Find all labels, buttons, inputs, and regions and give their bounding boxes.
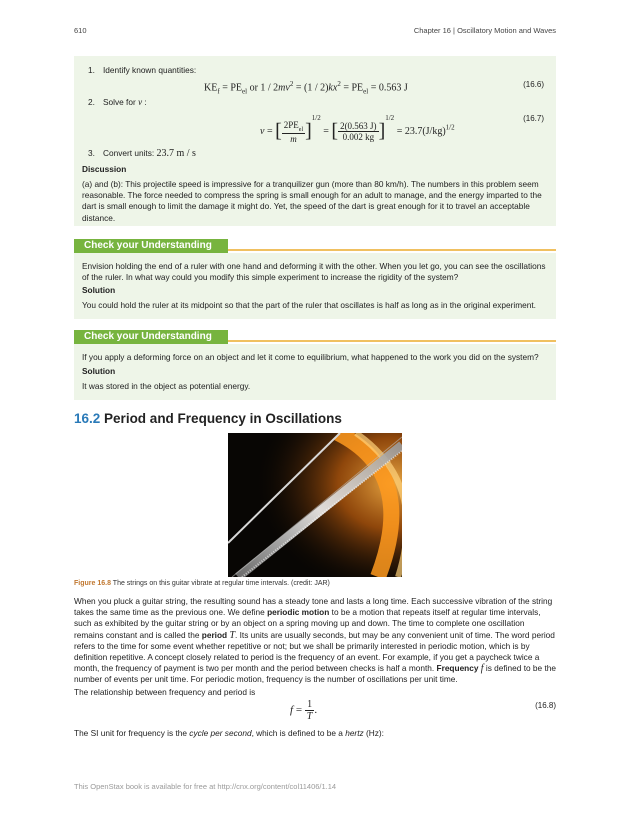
term-frequency: Frequency bbox=[436, 663, 479, 674]
equation-number-16-8: (16.8) bbox=[535, 701, 556, 710]
eq-ke: KE bbox=[204, 82, 218, 94]
p1-text-a: When you pluck a guitar string, the resulting sound has a steady tone and lasts a long time. Each successive vibration of the string takes the same time as the previous one. We define bbox=[74, 596, 553, 618]
equation-16-7: v = [ $\frac{2PE_{el}}{m}$ ]$^{1/2}$ = [ $\frac{2(0.563 J)}{0.002 kg}$ ]$^{1/2} = 23.7(J/kg)^{1/2}$ bbox=[260, 114, 455, 144]
cyu-1-question: Envision holding the end of a ruler with one hand and deforming it with the other. When you let go, you can see the oscillations of the ruler. In what way could you modify this simple experiment to increase the rigidity of the system? bbox=[82, 261, 546, 283]
footer-text: This OpenStax book is available for free at http://cnx.org/content/col11406/1.14 bbox=[74, 782, 337, 791]
term-cycle-per-second: cycle per second bbox=[189, 728, 252, 738]
cyu-2-solution-text: It was stored in the object as potential energy. bbox=[82, 381, 251, 391]
eq-16-7-result: = 23.7(J/kg) bbox=[396, 126, 446, 137]
body-paragraph-3 bbox=[74, 728, 384, 739]
cyu-2-solution-title: Solution bbox=[82, 366, 116, 376]
p1-text-c: . Its units are usually seconds, but may be any convenient unit of time. The word period refers to the time for some event whether repetitive or not; but we shall be primarily interested in periodic motion, which is by definition repetitive. A concept closely related to period is the frequency of an event. For example, if you get a paycheck twice a month, the frequency of payment is two per month and the period between checks is half a month. bbox=[74, 629, 555, 674]
term-hertz: hertz bbox=[345, 728, 364, 738]
example-box bbox=[74, 56, 556, 226]
section-number: 16.2 bbox=[74, 411, 101, 426]
step-2-text: Solve for v : bbox=[103, 97, 147, 107]
figure-caption-text: The strings on this guitar vibrate at regular time intervals. (credit: JAR) bbox=[112, 580, 330, 587]
discussion-title: Discussion bbox=[82, 164, 127, 174]
equation-number-16-7: (16.7) bbox=[523, 114, 544, 123]
p3-text-b: , which is defined to be a bbox=[251, 728, 346, 738]
p3-text-c: (Hz): bbox=[363, 728, 384, 738]
section-title: Period and Frequency in Oscillations bbox=[104, 411, 342, 426]
body-paragraph-1 bbox=[74, 596, 556, 686]
p1-text-b: to be a motion that repeats itself at regular time intervals, such as exhibited by the guitar string or by an object on a spring moving up and down. The time to complete one oscillation remains constant and is called the bbox=[74, 607, 541, 640]
step-2-phrase: Solve for bbox=[103, 97, 136, 107]
section-heading bbox=[74, 411, 342, 426]
step-3-text bbox=[103, 148, 196, 159]
body-paragraph-2: The relationship between frequency and period is bbox=[74, 687, 256, 697]
cyu-2-question: If you apply a deforming force on an object and let it come to equilibrium, what happened to the work you did on the system? bbox=[82, 352, 539, 362]
p3-text-a: The SI unit for frequency is the bbox=[74, 728, 190, 738]
cyu-1-header bbox=[74, 239, 556, 253]
cyu-1-solution-title: Solution bbox=[82, 285, 116, 295]
symbol-f: f bbox=[480, 663, 484, 675]
equation-16-6: $KE_f = PE_{el}$ or $1 / 2mv^2 = (1 / 2)kx^2 = PE_{el} = 0.563$ J bbox=[204, 80, 408, 96]
cyu-2-rule bbox=[228, 340, 556, 342]
guitar-strings-photo bbox=[228, 433, 402, 577]
cyu-1-rule bbox=[228, 249, 556, 251]
figure-label: Figure 16.8 bbox=[74, 580, 111, 587]
p1-text-d: is defined to be the number of events per unit time. For periodic motion, frequency is the number of oscillations per unit time. bbox=[74, 663, 556, 685]
cyu-1-solution-text: You could hold the ruler at its midpoint so that the part of the ruler that oscillates is half as long as in the original experiment. bbox=[82, 300, 536, 310]
discussion-text: (a) and (b): This projectile speed is impressive for a tranquilizer gun (more than 80 km/h). The numbers in this problem seem reasonable. The force needed to compress the spring is small enough for an adult to manage, and the energy imparted to the dart is small enough to limit the damage it might do. Yet, the speed of the dart is great enough for it to travel an acceptable distance. bbox=[82, 179, 542, 223]
cyu-1-box bbox=[74, 253, 556, 319]
cyu-1-label: Check your Understanding bbox=[74, 239, 228, 253]
cyu-2-box bbox=[74, 344, 556, 400]
step-3-label: 3. bbox=[88, 148, 95, 158]
page-number: 610 bbox=[74, 26, 87, 35]
equation-number-16-6: (16.6) bbox=[523, 80, 544, 89]
step-2-variable: v bbox=[138, 97, 143, 107]
step-3-value: 23.7 m / s bbox=[156, 148, 196, 159]
step-3-phrase: Convert units: bbox=[103, 148, 155, 158]
term-periodic-motion: periodic motion bbox=[267, 607, 330, 618]
guitar-strings-illustration bbox=[228, 433, 402, 577]
cyu-2-header bbox=[74, 330, 556, 344]
step-2-label: 2. bbox=[88, 97, 95, 107]
chapter-header: Chapter 16 | Oscillatory Motion and Waves bbox=[413, 26, 556, 35]
cyu-2-label: Check your Understanding bbox=[74, 330, 228, 344]
equation-16-8: f = $\frac{1}{T}$ . bbox=[290, 699, 318, 722]
symbol-T: T bbox=[229, 629, 235, 641]
figure-caption bbox=[74, 580, 330, 587]
term-period: period bbox=[201, 629, 228, 640]
step-1-text: Identify known quantities: bbox=[103, 65, 197, 75]
step-1-label: 1. bbox=[88, 65, 95, 75]
